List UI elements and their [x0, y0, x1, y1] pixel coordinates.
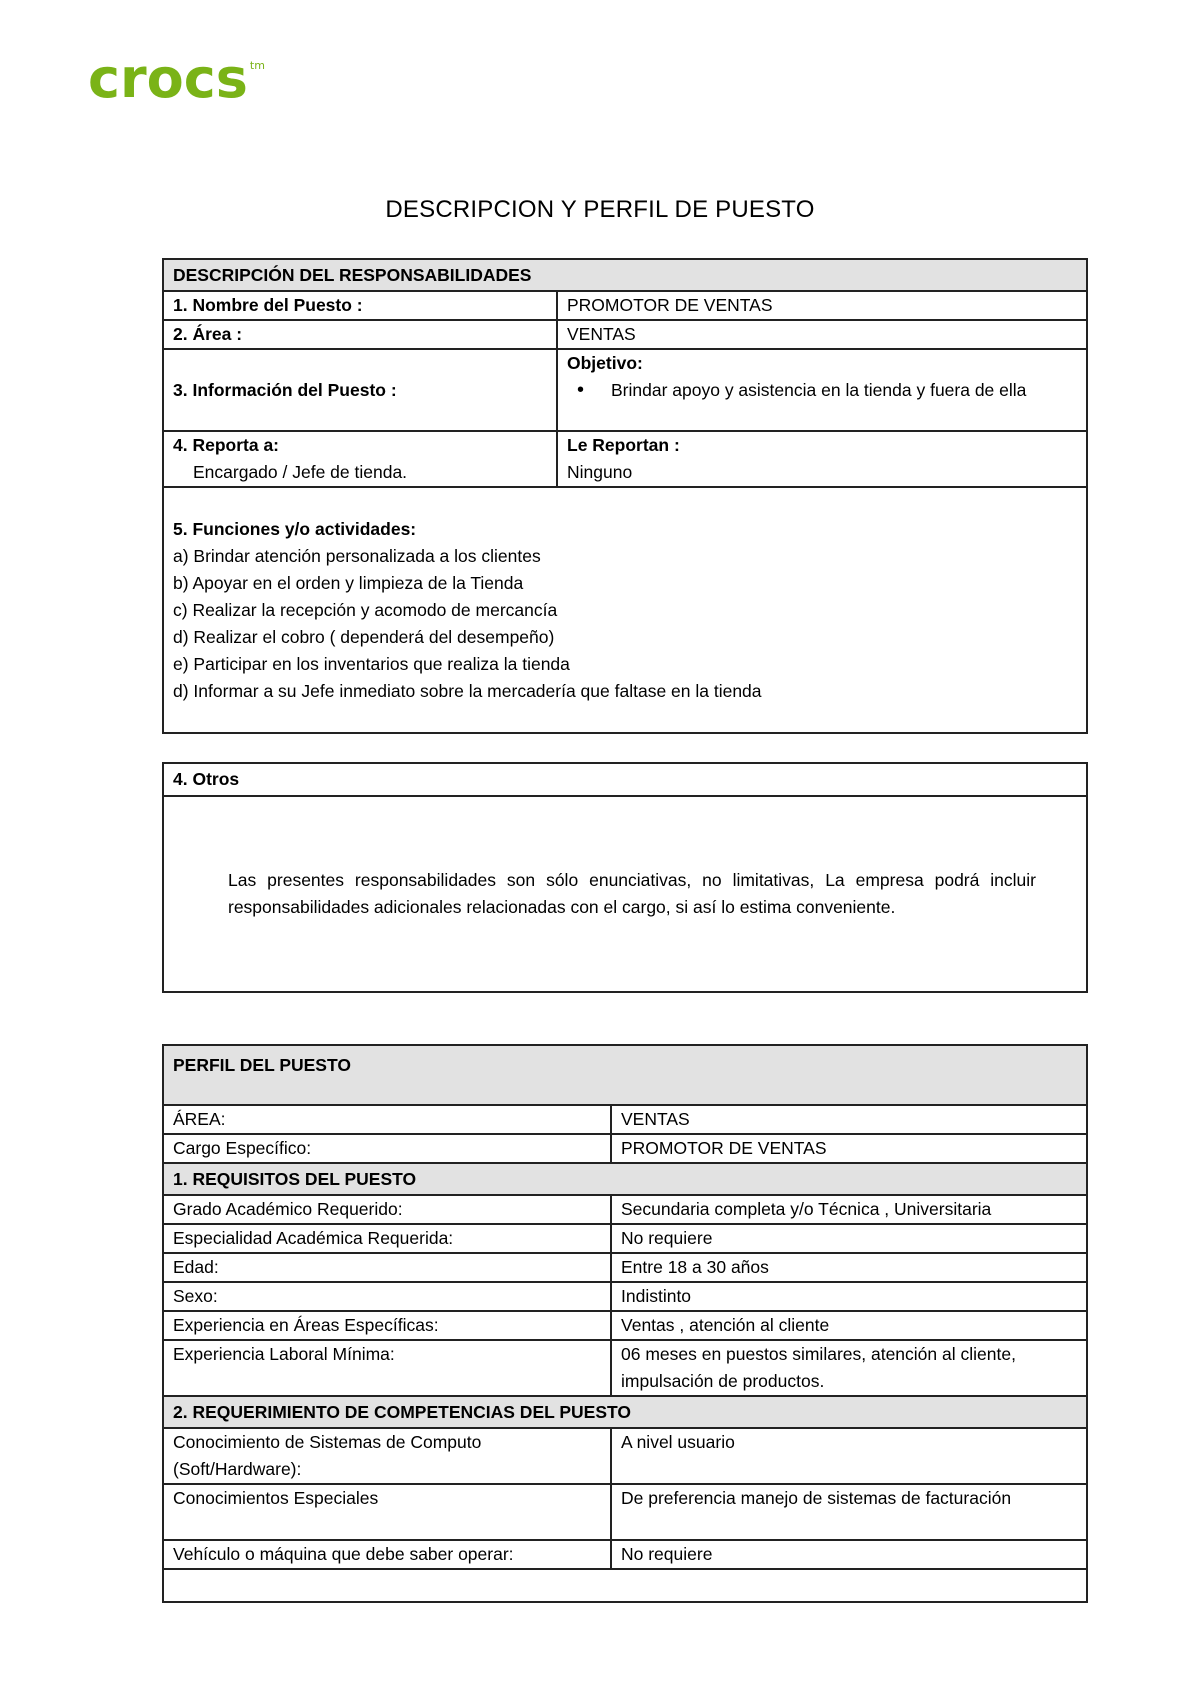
- competencias-header: 2. REQUERIMIENTO DE COMPETENCIAS DEL PUESTO: [163, 1396, 1087, 1428]
- responsabilidades-table: [162, 258, 1088, 734]
- funcion-item: c) Realizar la recepción y acomodo de mercancía: [173, 600, 558, 620]
- funcion-item: d) Realizar el cobro ( dependerá del desempeño): [173, 627, 555, 647]
- requisito-value: No requiere: [611, 1224, 1087, 1253]
- funcion-item: e) Participar en los inventarios que realiza la tienda: [173, 654, 570, 674]
- requisito-value: Entre 18 a 30 años: [611, 1253, 1087, 1282]
- area-label: 2. Área :: [163, 320, 557, 349]
- perfil-header: PERFIL DEL PUESTO: [163, 1045, 1087, 1105]
- requisitos-header: 1. REQUISITOS DEL PUESTO: [163, 1163, 1087, 1195]
- objetivo-list: [567, 377, 1077, 404]
- nombre-puesto-value: PROMOTOR DE VENTAS: [557, 291, 1087, 320]
- cargo-label: Cargo Específico:: [163, 1134, 611, 1163]
- requisito-label: Experiencia en Áreas Específicas:: [163, 1311, 611, 1340]
- requisito-label: Sexo:: [163, 1282, 611, 1311]
- competencia-value: De preferencia manejo de sistemas de facturación: [611, 1484, 1087, 1540]
- requisito-label: Grado Académico Requerido:: [163, 1195, 611, 1224]
- funcion-item: b) Apoyar en el orden y limpieza de la Tienda: [173, 573, 524, 593]
- reportan-value: Ninguno: [567, 462, 633, 482]
- requisito-value: 06 meses en puestos similares, atención al cliente, impulsación de productos.: [611, 1340, 1087, 1396]
- perfil-area-value: VENTAS: [611, 1105, 1087, 1134]
- reporta-cell: [163, 431, 557, 487]
- perfil-table: [162, 1044, 1088, 1603]
- info-puesto-label: 3. Información del Puesto :: [163, 349, 557, 431]
- reporta-value: Encargado / Jefe de tienda.: [193, 462, 408, 482]
- reportan-cell: [557, 431, 1087, 487]
- info-puesto-cell: [557, 349, 1087, 431]
- funcion-item: a) Brindar atención personalizada a los clientes: [173, 546, 541, 566]
- competencia-value: No requiere: [611, 1540, 1087, 1569]
- otros-text: Las presentes responsabilidades son sólo enunciativas, no limitativas, La empresa podrá incluir responsabilidades adicionales relacionadas con el cargo, si así lo estima conveniente.: [228, 870, 1036, 917]
- area-value: VENTAS: [557, 320, 1087, 349]
- requisito-label: Especialidad Académica Requerida:: [163, 1224, 611, 1253]
- logo-text: crocs: [88, 47, 248, 110]
- requisito-label: Experiencia Laboral Mínima:: [163, 1340, 611, 1396]
- requisito-value: Indistinto: [611, 1282, 1087, 1311]
- objetivo-item: • Brindar apoyo y asistencia en la tienda y fuera de ella: [591, 377, 1077, 404]
- reporta-label: 4. Reporta a:: [173, 435, 279, 455]
- competencia-label: Vehículo o máquina que debe saber operar:: [163, 1540, 611, 1569]
- page-title: DESCRIPCION Y PERFIL DE PUESTO: [385, 196, 815, 223]
- funciones-cell: [163, 487, 1087, 733]
- perfil-area-label: ÁREA:: [163, 1105, 611, 1134]
- empty-row: [163, 1569, 1087, 1602]
- requisito-label: Edad:: [163, 1253, 611, 1282]
- requisito-value: Ventas , atención al cliente: [611, 1311, 1087, 1340]
- cargo-value: PROMOTOR DE VENTAS: [611, 1134, 1087, 1163]
- reportan-label: Le Reportan :: [567, 435, 680, 455]
- requisito-value: Secundaria completa y/o Técnica , Universitaria: [611, 1195, 1087, 1224]
- funciones-label: 5. Funciones y/o actividades:: [173, 519, 417, 539]
- crocs-logo: [88, 47, 265, 110]
- competencia-label: Conocimientos Especiales: [163, 1484, 611, 1540]
- otros-body: [163, 796, 1087, 992]
- competencia-label: Conocimiento de Sistemas de Computo (Soft/Hardware):: [163, 1428, 611, 1484]
- logo-trademark: tm: [249, 59, 265, 72]
- funcion-item: d) Informar a su Jefe inmediato sobre la mercadería que faltase en la tienda: [173, 681, 762, 701]
- otros-table: [162, 762, 1088, 993]
- competencia-value: A nivel usuario: [611, 1428, 1087, 1484]
- objetivo-label: Objetivo:: [567, 353, 643, 373]
- otros-header: 4. Otros: [163, 763, 1087, 796]
- responsabilidades-header: DESCRIPCIÓN DEL RESPONSABILIDADES: [163, 259, 1087, 291]
- nombre-puesto-label: 1. Nombre del Puesto :: [163, 291, 557, 320]
